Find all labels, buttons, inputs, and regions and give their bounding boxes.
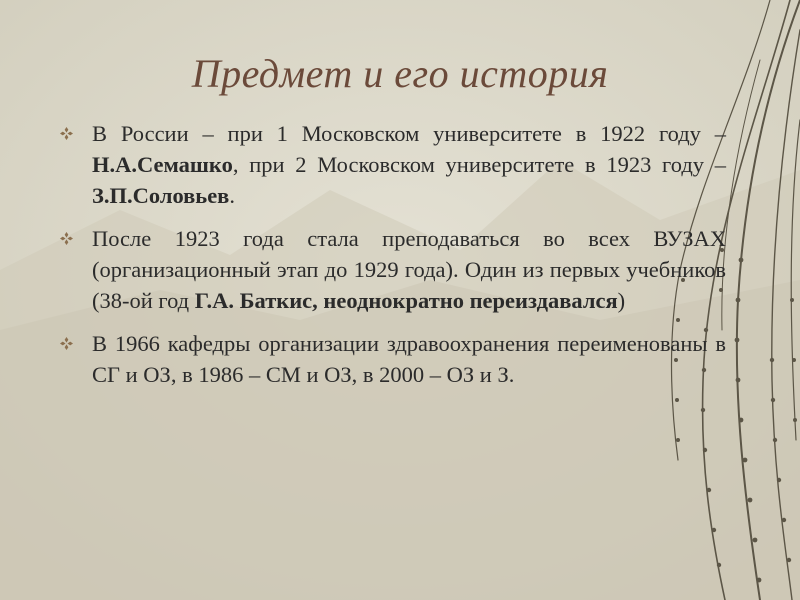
- bullet-item: [60, 118, 726, 211]
- bullet-item: [60, 223, 726, 316]
- slide-title: Предмет и его история: [191, 51, 609, 96]
- four-diamond-bullet-icon: [60, 337, 73, 350]
- bullet-bold-text: З.П.Соловьев: [92, 183, 230, 208]
- bullet-text: , при 2 Московском университете в 1923 году –: [232, 152, 726, 177]
- bullet-text: В России – при 1 Московском университете в 1922 году –: [92, 121, 726, 146]
- bullet-text: .: [229, 183, 235, 208]
- bullet-text: После 1923 года стала преподаваться во всех ВУЗАХ (организационный этап до 1929 года). Один из первых учебников (38-ой год: [92, 226, 726, 313]
- bullet-bold-text: Г.А. Баткис, неоднократно переиздавался: [194, 288, 618, 313]
- bullet-text: В 1966 кафедры организации здравоохранения переименованы в СГ и ОЗ, в 1986 – СМ и ОЗ, в 2000 – ОЗ и З.: [92, 331, 726, 387]
- bullet-text: ): [617, 288, 626, 313]
- four-diamond-bullet-icon: [60, 127, 73, 140]
- bullet-bold-text: Н.А.Семашко: [92, 152, 233, 177]
- bullet-list: [60, 118, 726, 402]
- four-diamond-bullet-icon: [60, 232, 73, 245]
- bullet-item: [60, 328, 726, 390]
